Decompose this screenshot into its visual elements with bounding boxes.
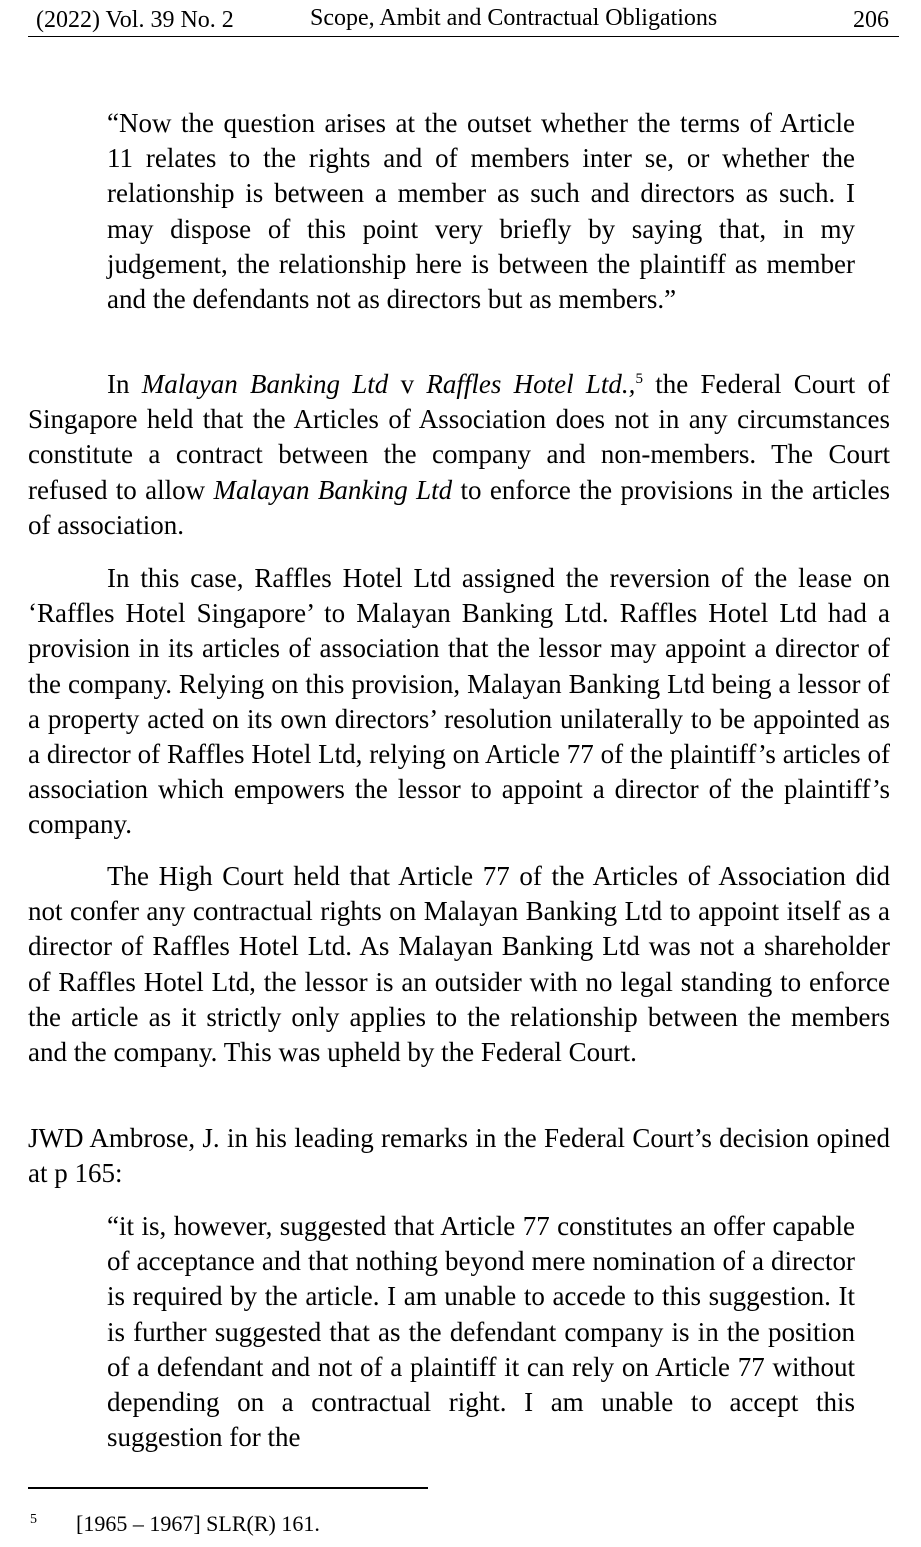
case-name-raffles-hotel: Raffles Hotel Ltd., (426, 369, 636, 399)
case-name-malayan-banking-2: Malayan Banking Ltd (213, 474, 453, 505)
running-header (28, 6, 899, 37)
footnote-reference[interactable]: 5 (635, 371, 643, 387)
case-name-malayan-banking: Malayan Banking Ltd (141, 369, 389, 399)
footnote-text: [1965 – 1967] SLR(R) 161. (76, 1511, 320, 1536)
paragraph-2: In this case, Raffles Hotel Ltd assigned the reversion of the lease on ‘Raffles Hotel Singapore’ to Malayan Banking Ltd. Raffles Hotel Ltd had a provision in its articles of association that the lessor may appoint a director of the company. Relying on this provision, Malayan Banking Ltd being a lessor of a property acted on its own directors’ resolution unilaterally to be appointed as a director of Raffles Hotel Ltd, relying on Article 77 of the plaintiff’s articles of association which empowers the lessor to appoint a director of the plaintiff’s company. (28, 563, 890, 840)
article-title: Scope, Ambit and Contractual Obligations (310, 5, 718, 31)
footnote-number: 5 (30, 1512, 37, 1527)
block-quote-1: “Now the question arises at the outset whether the terms of Article 11 relates to the rights and of members inter se, or whether the relationship is between a member as such and directors as such. I may dispose of this point very briefly by saying that, in my judgement, the relationship here is between the plaintiff as member and the defendants not as directors but as members.” (107, 108, 855, 315)
journal-citation: (2022) Vol. 39 No. 2 (36, 7, 234, 33)
paragraph-4: JWD Ambrose, J. in his leading remarks in the Federal Court’s decision opined at p 165: (28, 1123, 890, 1189)
paragraph-1: In Malayan Banking Ltd v Raffles Hotel Ltd.,$^5$ the Federal Court of Singapore held that the Articles of Association does not in any circumstances constitute a contract between the company and non-members. The Court refused to allow Malayan Banking Ltd to enforce the provisions in the articles of association. (28, 369, 890, 540)
block-quote-2: “it is, however, suggested that Article 77 constitutes an offer capable of acceptance and that nothing beyond mere nomination of a director is required by the article. I am unable to accede to this suggestion. It is further suggested that as the defendant company is in the position of a defendant and not of a plaintiff it can rely on Article 77 without depending on a contractual right. I am unable to accept this suggestion for the (107, 1211, 855, 1453)
footnote-divider (28, 1487, 428, 1489)
page-number: 206 (853, 7, 889, 33)
paragraph-3: The High Court held that Article 77 of the Articles of Association did not confer any contractual rights on Malayan Banking Ltd to appoint itself as a director of Raffles Hotel Ltd. As Malayan Banking Ltd was not a shareholder of Raffles Hotel Ltd, the lessor is an outsider with no legal standing to enforce the article as it strictly only applies to the relationship between the members and the company. This was upheld by the Federal Court. (28, 861, 890, 1068)
